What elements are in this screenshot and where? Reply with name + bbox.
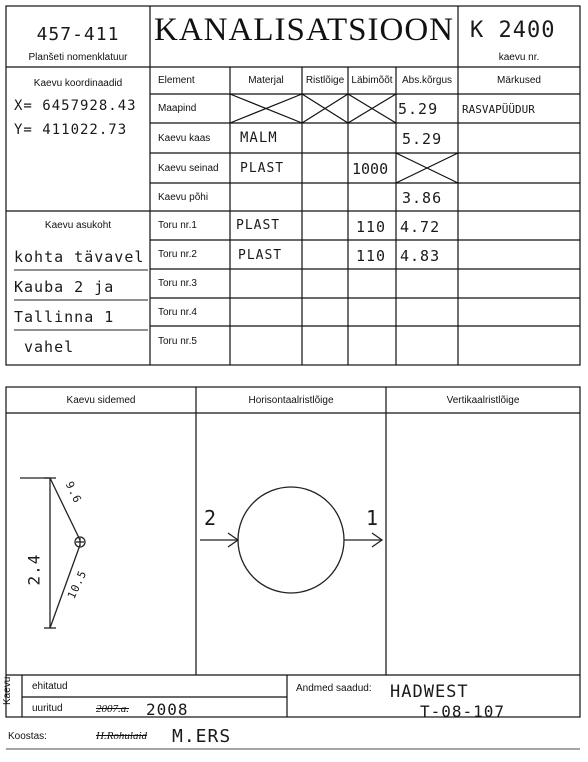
location-line: Tallinna 1: [14, 308, 115, 326]
column-header: Märkused: [497, 75, 541, 86]
coordinate-y: Y= 411022.73: [14, 122, 128, 138]
sheet-number: 457-411: [36, 24, 120, 45]
row-label: Kaevu seinad: [158, 162, 219, 174]
row-label: Toru nr.3: [158, 278, 197, 289]
material-value: PLAST: [236, 218, 281, 233]
horizontal-section-header: Horisontaalristlõige: [248, 395, 334, 406]
pipe-label: 1: [366, 506, 380, 530]
horizontal-section-drawing: [200, 487, 382, 593]
material-value: MALM: [240, 130, 278, 146]
row-label: Toru nr.2: [158, 249, 197, 260]
dimension-label: 2.4: [24, 553, 44, 586]
data-source-label: Andmed saadud:: [296, 683, 372, 694]
compiler-value: M.ERS: [172, 726, 232, 747]
row-label: Maapind: [158, 103, 197, 114]
abs-height-value: 5.29: [402, 130, 443, 148]
column-header: Abs.kõrgus: [401, 75, 453, 86]
diameter-value: 110: [356, 218, 387, 236]
vertical-section-header: Vertikaalristlõige: [446, 395, 520, 406]
abs-height-value: 3.86: [402, 189, 443, 207]
measured-struck: 2007.a.: [96, 703, 129, 715]
well-side-label: Kaevu: [2, 676, 13, 705]
coordinate-x: X= 6457928.43: [14, 98, 137, 114]
measured-label: uuritud: [32, 703, 63, 714]
location-label: Kaevu asukoht: [44, 220, 112, 231]
sheet-label: Planšeti nomenklatuur: [28, 52, 128, 63]
data-source-value: HADWEST: [390, 682, 469, 702]
material-value: PLAST: [238, 248, 283, 263]
abs-height-value: 4.83: [400, 247, 441, 265]
location-line: kohta tävavel: [14, 248, 145, 266]
row-label: Kaevu põhi: [158, 191, 209, 203]
diameter-value: 110: [356, 247, 387, 265]
compiler-label: Koostas:: [8, 731, 47, 742]
column-header: Materjal: [248, 75, 284, 86]
location-line: vahel: [24, 338, 75, 356]
dimension-label: 10.5: [64, 567, 90, 602]
diameter-value: 1000: [352, 160, 389, 178]
well-number: K 2400: [470, 18, 556, 43]
dimension-label: 9.6: [62, 479, 85, 506]
measured-value: 2008: [146, 700, 189, 719]
page-title: KANALISATSIOON: [154, 12, 454, 48]
well-label: kaevu nr.: [498, 52, 540, 63]
abs-height-value: 4.72: [400, 218, 441, 236]
row-label: Toru nr.5: [158, 335, 197, 347]
column-header: Ristlõige: [305, 75, 345, 86]
abs-height-value: 5.29: [398, 100, 439, 118]
material-value: PLAST: [240, 161, 285, 176]
location-line: Kauba 2 ja: [14, 278, 115, 296]
built-label: ehitatud: [32, 681, 68, 692]
row-label: Toru nr.1: [158, 220, 197, 231]
compiler-struck: H.Rohulaid: [96, 730, 148, 742]
note-value: RASVAPÜÜDUR: [462, 103, 535, 116]
data-source-value: T-08-107: [420, 702, 506, 721]
row-label: Kaevu kaas: [158, 132, 211, 144]
ties-header: Kaevu sidemed: [66, 395, 136, 406]
pipe-label: 2: [204, 506, 218, 530]
column-header: Element: [158, 75, 195, 86]
column-header: Läbimõõt: [351, 75, 393, 86]
row-label: Toru nr.4: [158, 306, 197, 318]
coordinates-label: Kaevu koordinaadid: [33, 78, 123, 89]
